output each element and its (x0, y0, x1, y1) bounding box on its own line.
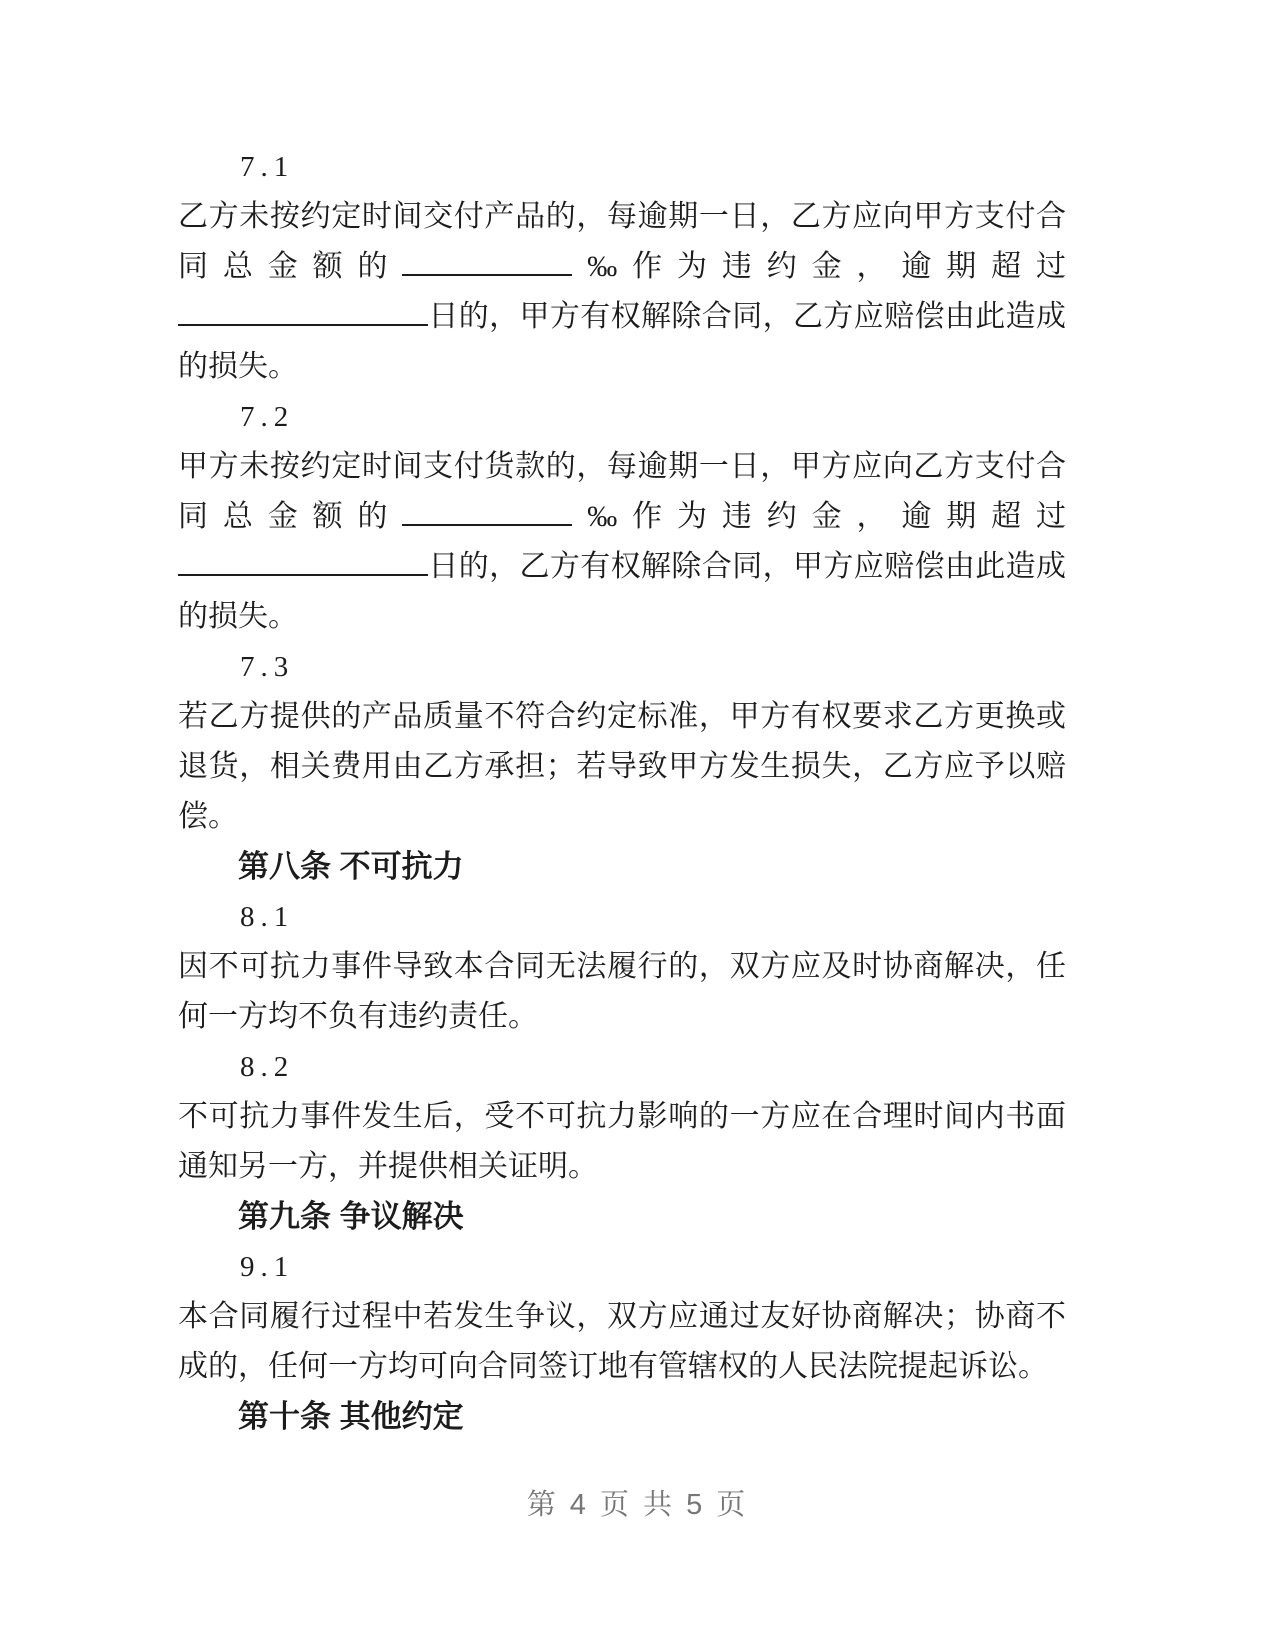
clause-number: 7.1 (240, 151, 295, 183)
text-run: 日的，甲方有权解除合同，乙方应赔偿由此造成的损失。 (178, 300, 1066, 383)
page-footer (0, 1482, 1275, 1523)
contract-paragraph (178, 692, 1066, 842)
text-run: 甲方未按约定时间支付货款的，每逾期一日，甲方应向乙方支付合同总金额的 (178, 450, 1066, 533)
fill-in-blank (178, 320, 428, 326)
clause-number: 7.3 (240, 651, 295, 683)
contract-paragraph (178, 1292, 1066, 1392)
text-run: 本合同履行过程中若发生争议，双方应通过友好协商解决；协商不成的，任何一方均可向合同签订地有管辖权的人民法院提起诉讼。 (178, 1300, 1066, 1383)
text-run: 日的，乙方有权解除合同，甲方应赔偿由此造成的损失。 (178, 550, 1066, 633)
section-heading: 第八条 不可抗力 (238, 849, 464, 884)
section-heading: 第十条 其他约定 (238, 1399, 464, 1434)
fill-in-blank (402, 270, 572, 276)
text-run: 不可抗力事件发生后，受不可抗力影响的一方应在合理时间内书面通知另一方，并提供相关证明。 (178, 1100, 1066, 1183)
text-run: 因不可抗力事件导致本合同无法履行的，双方应及时协商解决，任何一方均不负有违约责任。 (178, 950, 1066, 1033)
fill-in-blank (178, 570, 428, 576)
contract-paragraph (178, 192, 1066, 392)
section-heading: 第九条 争议解决 (238, 1199, 464, 1234)
clause-number: 8.1 (240, 901, 295, 933)
text-run: 若乙方提供的产品质量不符合约定标准，甲方有权要求乙方更换或退货，相关费用由乙方承担；若导致甲方发生损失，乙方应予以赔偿。 (178, 700, 1066, 833)
text-run: ‰作为违约金，逾期超过 (572, 500, 1066, 533)
clause-number: 8.2 (240, 1051, 295, 1083)
contract-paragraph (178, 442, 1066, 642)
fill-in-blank (402, 520, 572, 526)
text-run: ‰作为违约金，逾期超过 (572, 250, 1066, 283)
contract-paragraph (178, 942, 1066, 1042)
clause-number: 9.1 (240, 1251, 295, 1283)
clause-number: 7.2 (240, 401, 295, 433)
contract-body (178, 142, 1066, 1442)
page-number: 第 4 页 共 5 页 (526, 1489, 749, 1521)
contract-paragraph (178, 1092, 1066, 1192)
text-run: 乙方未按约定时间交付产品的，每逾期一日，乙方应向甲方支付合同总金额的 (178, 200, 1066, 283)
